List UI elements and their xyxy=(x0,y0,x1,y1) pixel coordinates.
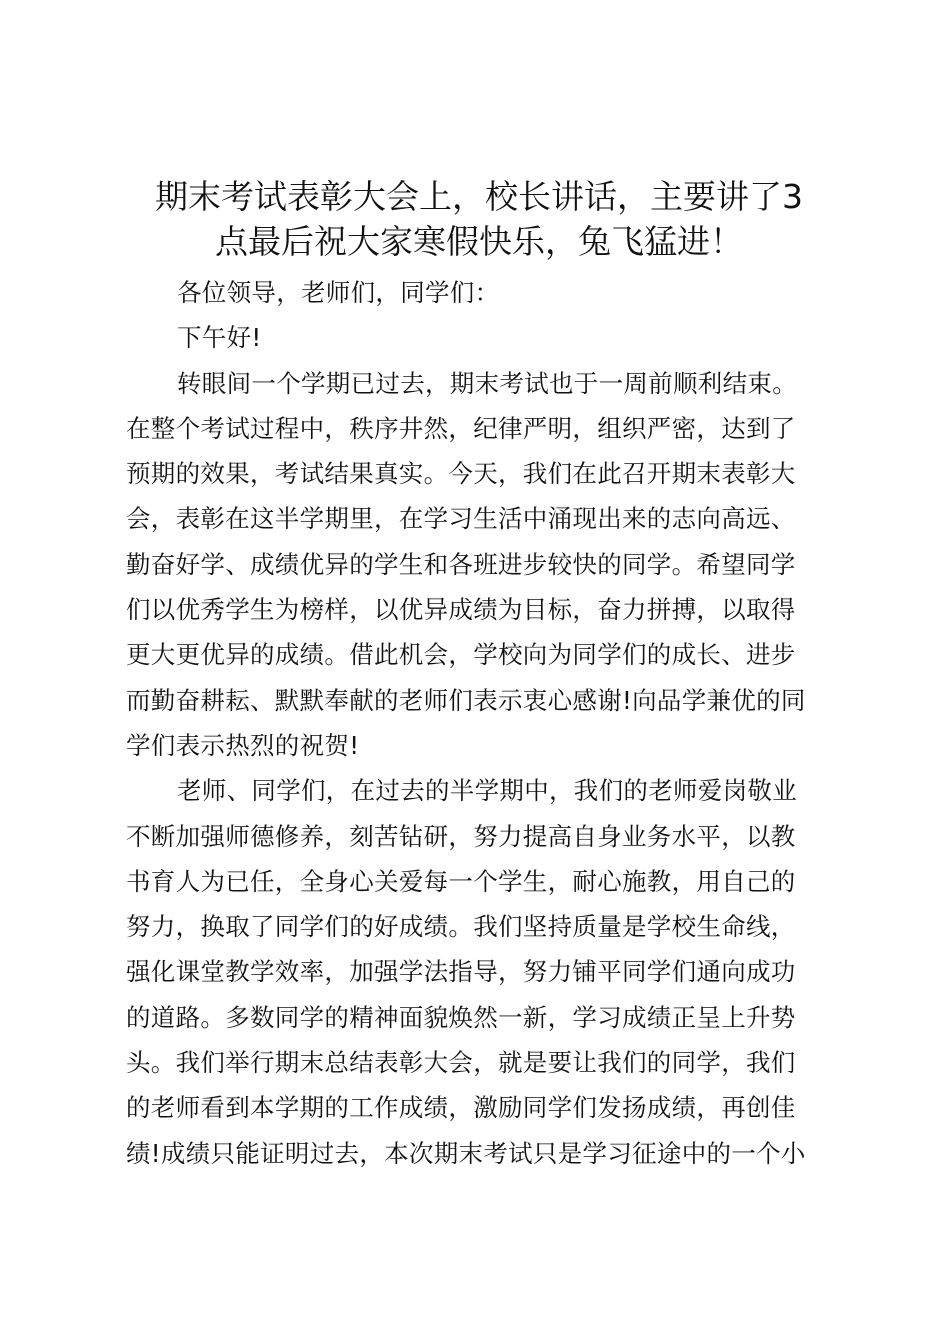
paragraph-line: 绩!成绩只能证明过去，本次期末考试只是学习征途中的一个小 xyxy=(126,1138,806,1168)
paragraph-line: 在整个考试过程中，秩序井然，纪律严明，组织严密，达到了 xyxy=(126,413,796,443)
paragraph-line: 努力，换取了同学们的好成绩。我们坚持质量是学校生命线， xyxy=(126,912,796,942)
document-page xyxy=(126,174,832,1176)
paragraph-line: 的老师看到本学期的工作成绩，激励同学们发扬成绩，再创佳 xyxy=(126,1093,796,1123)
paragraph-line: 头。我们举行期末总结表彰大会，就是要让我们的同学，我们 xyxy=(126,1048,796,1078)
paragraph-line: 勤奋好学、成绩优异的学生和各班进步较快的同学。希望同学 xyxy=(126,549,796,579)
paragraph-line: 的道路。多数同学的精神面貌焕然一新，学习成绩正呈上升势 xyxy=(126,1002,796,1032)
paragraph-line: 转眼间一个学期已过去，期末考试也于一周前顺利结束。 xyxy=(177,368,797,398)
paragraph-line: 们以优秀学生为榜样，以优异成绩为目标，奋力拼搏，以取得 xyxy=(126,595,796,625)
paragraph-line: 而勤奋耕耘、默默奉献的老师们表示衷心感谢!向品学兼优的同 xyxy=(126,685,806,715)
paragraph-2 xyxy=(126,768,832,1176)
hello-line: 下午好! xyxy=(177,323,262,353)
salutation: 各位领导，老师们，同学们： xyxy=(177,278,500,307)
title-line-2: 点最后祝大家寒假快乐，兔飞猛进！ xyxy=(215,222,743,261)
document-title xyxy=(126,174,832,264)
paragraph-line: 不断加强师德修养，刻苦钻研，努力提高自身业务水平，以教 xyxy=(126,821,796,851)
paragraph-line: 预期的效果，考试结果真实。今天，我们在此召开期末表彰大 xyxy=(126,459,796,489)
paragraph-1 xyxy=(126,361,832,769)
title-line-1: 期末考试表彰大会上，校长讲话，主要讲了3 xyxy=(155,177,803,216)
paragraph-line: 老师、同学们，在过去的半学期中，我们的老师爱岗敬业 xyxy=(177,776,797,806)
paragraph-line: 学们表示热烈的祝贺! xyxy=(126,730,360,760)
paragraph-line: 会，表彰在这半学期里，在学习生活中涌现出来的志向高远、 xyxy=(126,504,796,534)
paragraph-line: 更大更优异的成绩。借此机会，学校向为同学们的成长、进步 xyxy=(126,640,796,670)
paragraph-line: 强化课堂教学效率，加强学法指导，努力铺平同学们通向成功 xyxy=(126,957,796,987)
paragraph-line: 书育人为已任，全身心关爱每一个学生，耐心施教，用自己的 xyxy=(126,866,796,896)
